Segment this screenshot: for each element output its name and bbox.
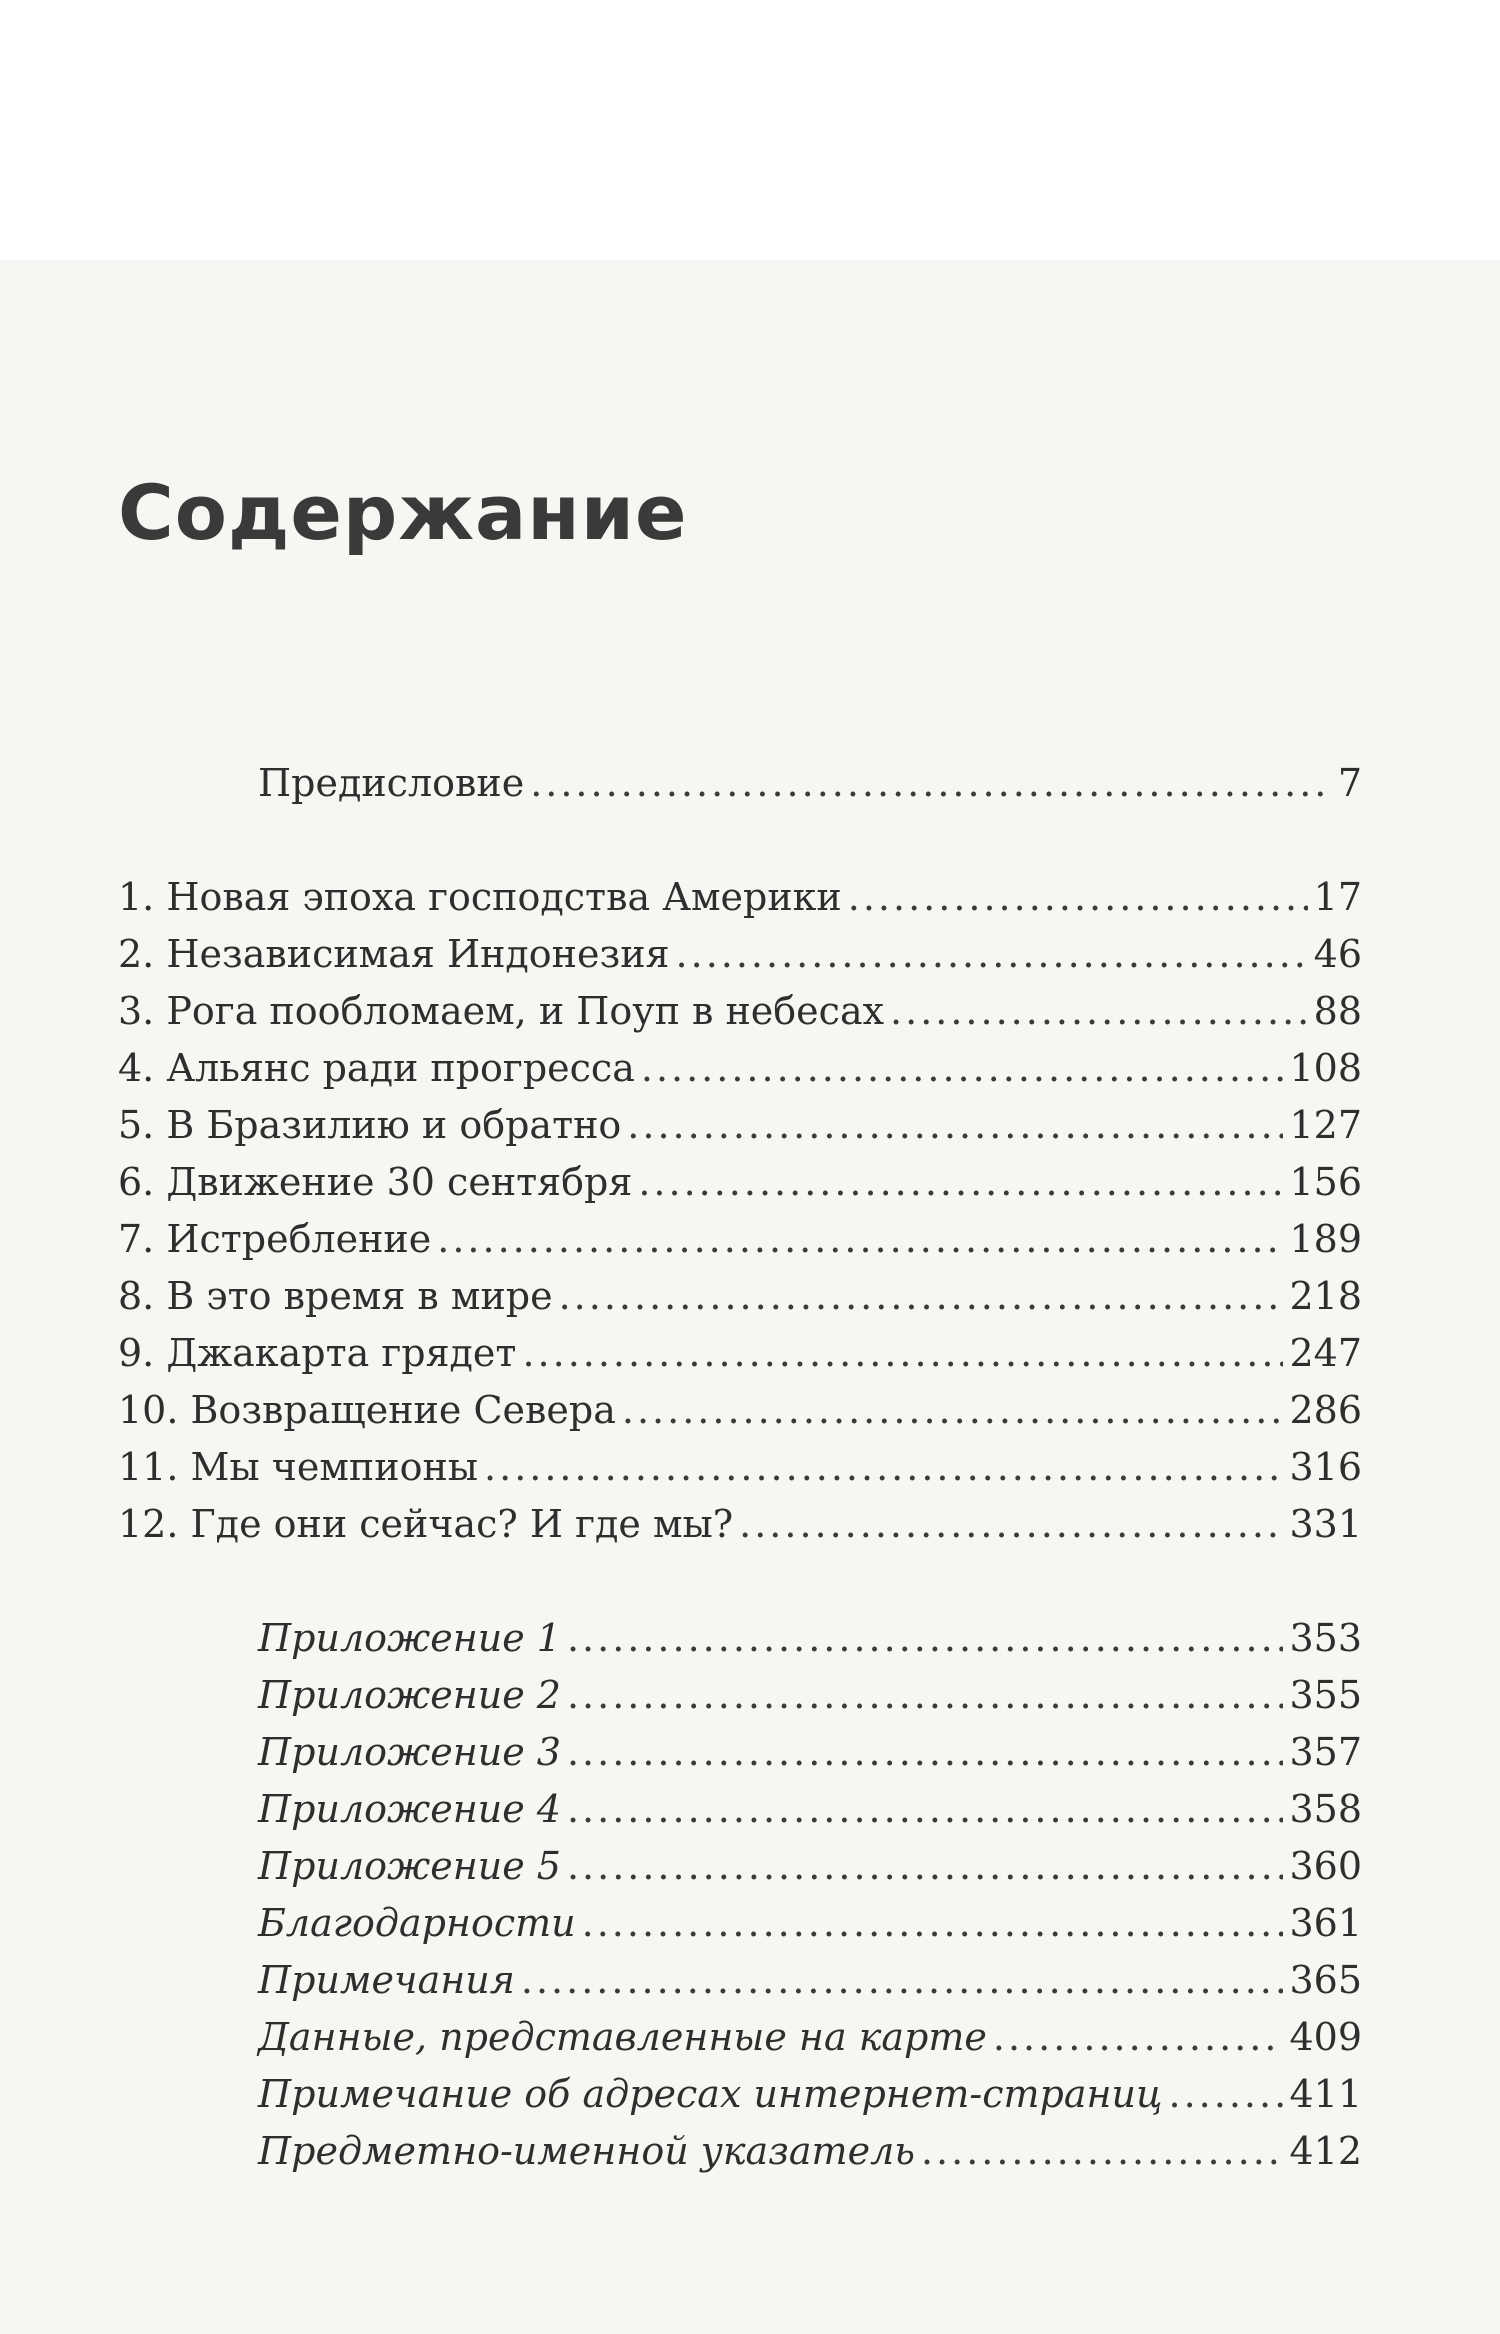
toc-leader [567, 1670, 1284, 1720]
toc-leader [437, 1214, 1283, 1264]
toc-appendix [258, 1841, 1362, 1891]
toc-chapter [118, 1100, 1362, 1150]
toc-leader [559, 1271, 1284, 1321]
toc-chapter [118, 986, 1362, 1036]
toc-page-number: 218 [1289, 1274, 1362, 1318]
toc-label: Приложение 3 [258, 1730, 561, 1774]
page-title: Содержание [118, 468, 688, 557]
toc-page-number: 108 [1289, 1046, 1362, 1090]
toc-chapter [118, 1214, 1362, 1264]
toc-leader [890, 986, 1308, 1036]
toc-label: Приложение 4 [258, 1787, 561, 1831]
toc-label: 3. Рога пообломаем, и Поуп в небесах [118, 989, 885, 1033]
toc-appendix [258, 1670, 1362, 1720]
toc-leader [567, 1613, 1284, 1663]
toc-chapter [118, 1385, 1362, 1435]
toc-page-number: 88 [1313, 989, 1362, 1033]
toc-leader [521, 1955, 1284, 2005]
toc-label: Примечания [258, 1958, 515, 2002]
toc-page-number: 46 [1313, 932, 1362, 976]
toc-chapter [118, 1499, 1362, 1549]
toc-leader [627, 1100, 1283, 1150]
toc-leader [582, 1898, 1284, 1948]
toc-chapter [118, 1328, 1362, 1378]
toc-page-number: 156 [1289, 1160, 1362, 1204]
toc-chapter [118, 1043, 1362, 1093]
toc-chapter [118, 1442, 1362, 1492]
toc-page-number: 17 [1313, 875, 1362, 919]
toc-label: 2. Независимая Индонезия [118, 932, 670, 976]
toc-page-number: 331 [1289, 1502, 1362, 1546]
toc-label: Предметно-именной указатель [258, 2129, 915, 2173]
toc-label: 10. Возвращение Севера [118, 1388, 616, 1432]
toc-label: 8. В это время в мире [118, 1274, 553, 1318]
toc-appendix [258, 1955, 1362, 2005]
toc-page-number: 353 [1289, 1616, 1362, 1660]
toc-leader [1169, 2069, 1284, 2119]
toc-leader [848, 872, 1308, 922]
toc-appendix [258, 1613, 1362, 1663]
toc-leader [567, 1841, 1284, 1891]
toc-label: 5. В Бразилию и обратно [118, 1103, 622, 1147]
toc-page-number: 286 [1289, 1388, 1362, 1432]
toc-leader [921, 2126, 1284, 2176]
toc-chapter [118, 1271, 1362, 1321]
toc-chapter [118, 1157, 1362, 1207]
toc-appendix [258, 1898, 1362, 1948]
toc-page-number: 127 [1289, 1103, 1362, 1147]
toc-appendix [258, 1784, 1362, 1834]
toc-page-number: 409 [1289, 2015, 1362, 2059]
toc-page-number: 189 [1289, 1217, 1362, 1261]
toc-label: 12. Где они сейчас? И где мы? [118, 1502, 734, 1546]
toc-page-number: 361 [1289, 1901, 1362, 1945]
toc-label: 9. Джакарта грядет [118, 1331, 517, 1375]
toc-label: 7. Истребление [118, 1217, 432, 1261]
toc-leader [993, 2012, 1284, 2062]
toc-label: Данные, представленные на карте [258, 2015, 987, 2059]
toc-leader [641, 1043, 1284, 1093]
toc-leader [522, 1328, 1283, 1378]
toc-appendix [258, 2012, 1362, 2062]
toc-page-number: 365 [1289, 1958, 1362, 2002]
toc-label: Приложение 1 [258, 1616, 561, 1660]
toc-page-number: 316 [1289, 1445, 1362, 1489]
toc-label: 6. Движение 30 сентября [118, 1160, 633, 1204]
toc-label: 11. Мы чемпионы [118, 1445, 479, 1489]
toc-label: Приложение 5 [258, 1844, 561, 1888]
toc-chapter [118, 872, 1362, 922]
toc-leader [484, 1442, 1283, 1492]
toc-label: Предисловие [258, 761, 525, 805]
toc-label: 4. Альянс ради прогресса [118, 1046, 635, 1090]
toc-leader [530, 758, 1332, 808]
toc-label: Примечание об адресах интернет-страниц [258, 2072, 1163, 2116]
toc-page-number: 357 [1289, 1730, 1362, 1774]
toc-label: Приложение 2 [258, 1673, 561, 1717]
toc-page-number: 360 [1289, 1844, 1362, 1888]
toc-page-number: 7 [1337, 761, 1362, 805]
toc-appendix [258, 2069, 1362, 2119]
toc-page-number: 411 [1289, 2072, 1362, 2116]
toc-label: Благодарности [258, 1901, 576, 1945]
toc-page-number: 412 [1289, 2129, 1362, 2173]
toc-appendix [258, 2126, 1362, 2176]
toc-leader [739, 1499, 1283, 1549]
toc-appendix [258, 1727, 1362, 1777]
toc-leader [638, 1157, 1283, 1207]
toc-label: 1. Новая эпоха господства Америки [118, 875, 842, 919]
toc-preface [258, 758, 1362, 808]
toc-chapter [118, 929, 1362, 979]
toc-leader [567, 1784, 1284, 1834]
toc-page-number: 247 [1289, 1331, 1362, 1375]
toc-leader [567, 1727, 1284, 1777]
toc-page-number: 358 [1289, 1787, 1362, 1831]
toc-page-number: 355 [1289, 1673, 1362, 1717]
toc-leader [622, 1385, 1284, 1435]
toc-leader [676, 929, 1308, 979]
